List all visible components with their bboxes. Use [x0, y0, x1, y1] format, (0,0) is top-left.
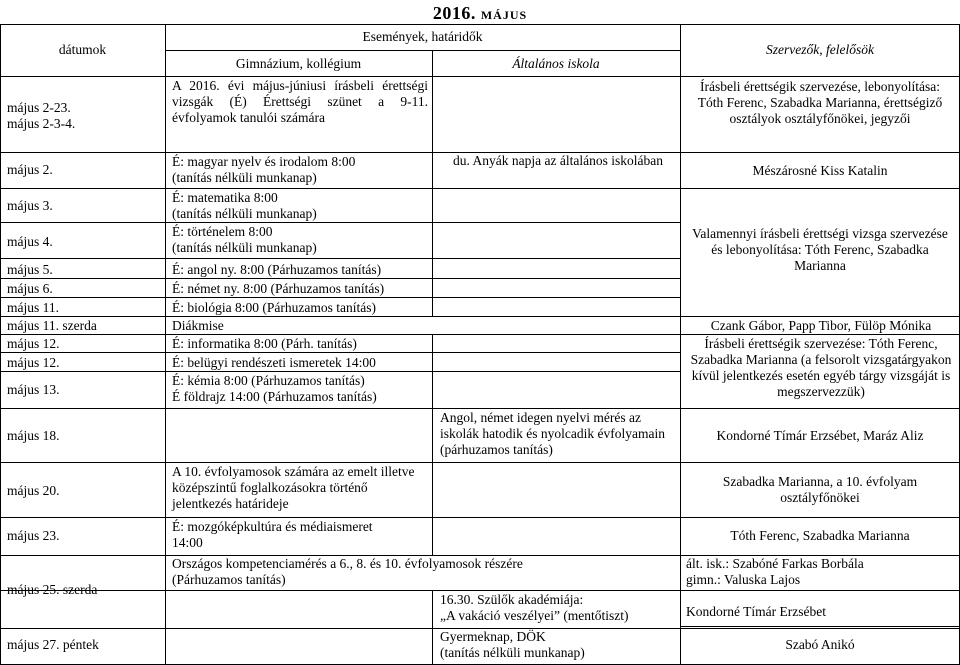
cell-alt: du. Anyák napja az általános iskolában [453, 153, 663, 168]
cell-org: Írásbeli érettségik szervezése, lebonyolítása: Tóth Ferenc, Szabadka Marianna, érettségiző osztályok osztályfőnökei, jegyzői [697, 79, 943, 126]
grid-line [0, 258, 680, 259]
grid-line [165, 24, 166, 664]
cell-date: május 5. [7, 262, 53, 277]
cell-date: május 11. szerda [7, 318, 97, 333]
grid-line [432, 590, 433, 664]
grid-line [432, 50, 433, 316]
cell-gim: Diákmise [172, 318, 224, 333]
grid-line [0, 76, 960, 77]
grid-line [0, 316, 960, 317]
cell-date: május 12. [7, 355, 60, 370]
cell-alt: Angol, német idegen nyelvi mérés az iskolák hatodik és nyolcadik évfolyamain (párhuzamos tanítás) [440, 410, 665, 457]
cell-date: május 27. péntek [7, 637, 99, 652]
grid-line [680, 24, 681, 664]
grid-line [0, 222, 680, 223]
grid-line [0, 24, 1, 664]
cell-org: Szabadka Marianna, a 10. évfolyam osztályfőnökei [722, 474, 918, 505]
header-dates: dátumok [58, 42, 107, 57]
cell-gim: É: biológia 8:00 (Párhuzamos tanítás) [172, 300, 376, 315]
cell-gim: É: magyar nyelv és irodalom 8:00 (tanítás nélküli munkanap) [172, 154, 356, 185]
cell-date: május 12. [7, 336, 60, 351]
cell-date: május 2. [7, 162, 53, 177]
cell-date: május 25. szerda [7, 582, 98, 597]
cell-gim: Országos kompetenciamérés a 6., 8. és 10. évfolyamosok részére (Párhuzamos tanítás) [172, 556, 523, 587]
grid-line [0, 297, 680, 298]
cell-alt: Gyermeknap, DÖK (tanítás nélküli munkanap) [440, 629, 585, 660]
cell-org: Szabó Anikó [785, 637, 855, 652]
cell-gim: A 10. évfolyamosok számára az emelt illetve középszintű foglalkozásokra történő jelentkezés határideje [172, 464, 415, 511]
cell-org: Tóth Ferenc, Szabadka Marianna [730, 528, 910, 543]
grid-line [0, 24, 960, 25]
grid-line [0, 188, 960, 189]
header-altalanos: Általános iskola [512, 56, 600, 71]
cell-date: május 4. [7, 234, 53, 249]
cell-gim: É: angol ny. 8:00 (Párhuzamos tanítás) [172, 262, 382, 277]
cell-gim: É: matematika 8:00 (tanítás nélküli munkanap) [172, 190, 317, 221]
cell-date: május 20. [7, 483, 60, 498]
grid-line [0, 334, 960, 335]
grid-line [432, 334, 433, 555]
cell-gim: A 2016. évi május-júniusi írásbeli érettségi vizsgák (É) Érettségi szünet a 9-11. évfolyamok tanulói számára [172, 78, 428, 125]
grid-line [0, 462, 960, 463]
cell-alt: 16.30. Szülők akadémiája: „A vakáció veszélyei” (mentőtiszt) [440, 592, 629, 623]
header-organizers: Szervezők, felelősök [766, 42, 874, 57]
cell-gim: É: kémia 8:00 (Párhuzamos tanítás) É földrajz 14:00 (Párhuzamos tanítás) [172, 373, 377, 404]
cell-date: május 3. [7, 198, 53, 213]
cell-gim: É: informatika 8:00 (Párh. tanítás) [172, 336, 357, 351]
header-gimnazium: Gimnázium, kollégium [235, 56, 362, 71]
title-year: 2016. [432, 3, 476, 23]
cell-org: Írásbeli érettségik szervezése: Tóth Ferenc, Szabadka Marianna (a felsorolt vizsgatárgyakon kívül jelentkezés esetén egyéb tárgy vizsgáját is megszervezzük) [690, 336, 952, 399]
cell-org: ált. isk.: Szabóné Farkas Borbála gimn.: Valuska Lajos Kondorné Tímár Erzsébet [686, 556, 864, 619]
cell-date: május 18. [7, 428, 60, 443]
grid-line [0, 408, 960, 409]
cell-org: Mészárosné Kiss Katalin [752, 163, 888, 178]
cell-gim: É: német ny. 8:00 (Párhuzamos tanítás) [172, 281, 385, 296]
cell-org: Kondorné Tímár Erzsébet, Maráz Aliz [716, 428, 924, 443]
grid-line [0, 517, 960, 518]
cell-date: május 23. [7, 528, 60, 543]
grid-line [165, 50, 680, 51]
cell-org: Valamennyi írásbeli érettségi vizsga szervezése és lebonyolítása: Tóth Ferenc, Szabadka Marianna [692, 226, 948, 273]
cell-gim: É: belügyi rendészeti ismeretek 14:00 [172, 355, 376, 370]
grid-line [0, 352, 680, 353]
grid-line [680, 626, 960, 627]
grid-line [0, 371, 680, 372]
cell-org: Czank Gábor, Papp Tibor, Fülöp Mónika [710, 318, 932, 333]
cell-gim: É: történelem 8:00 (tanítás nélküli munkanap) [172, 224, 317, 255]
cell-date: május 13. [7, 382, 60, 397]
cell-date: május 6. [7, 281, 53, 296]
grid-line [0, 278, 680, 279]
header-events: Események, határidők [362, 29, 483, 44]
title-month: MÁJUS [480, 8, 528, 22]
cell-date: május 11. [7, 300, 59, 315]
cell-date: május 2-23. május 2-3-4. [7, 100, 76, 131]
cell-gim: É: mozgóképkultúra és médiaismeret 14:00 [172, 519, 373, 550]
